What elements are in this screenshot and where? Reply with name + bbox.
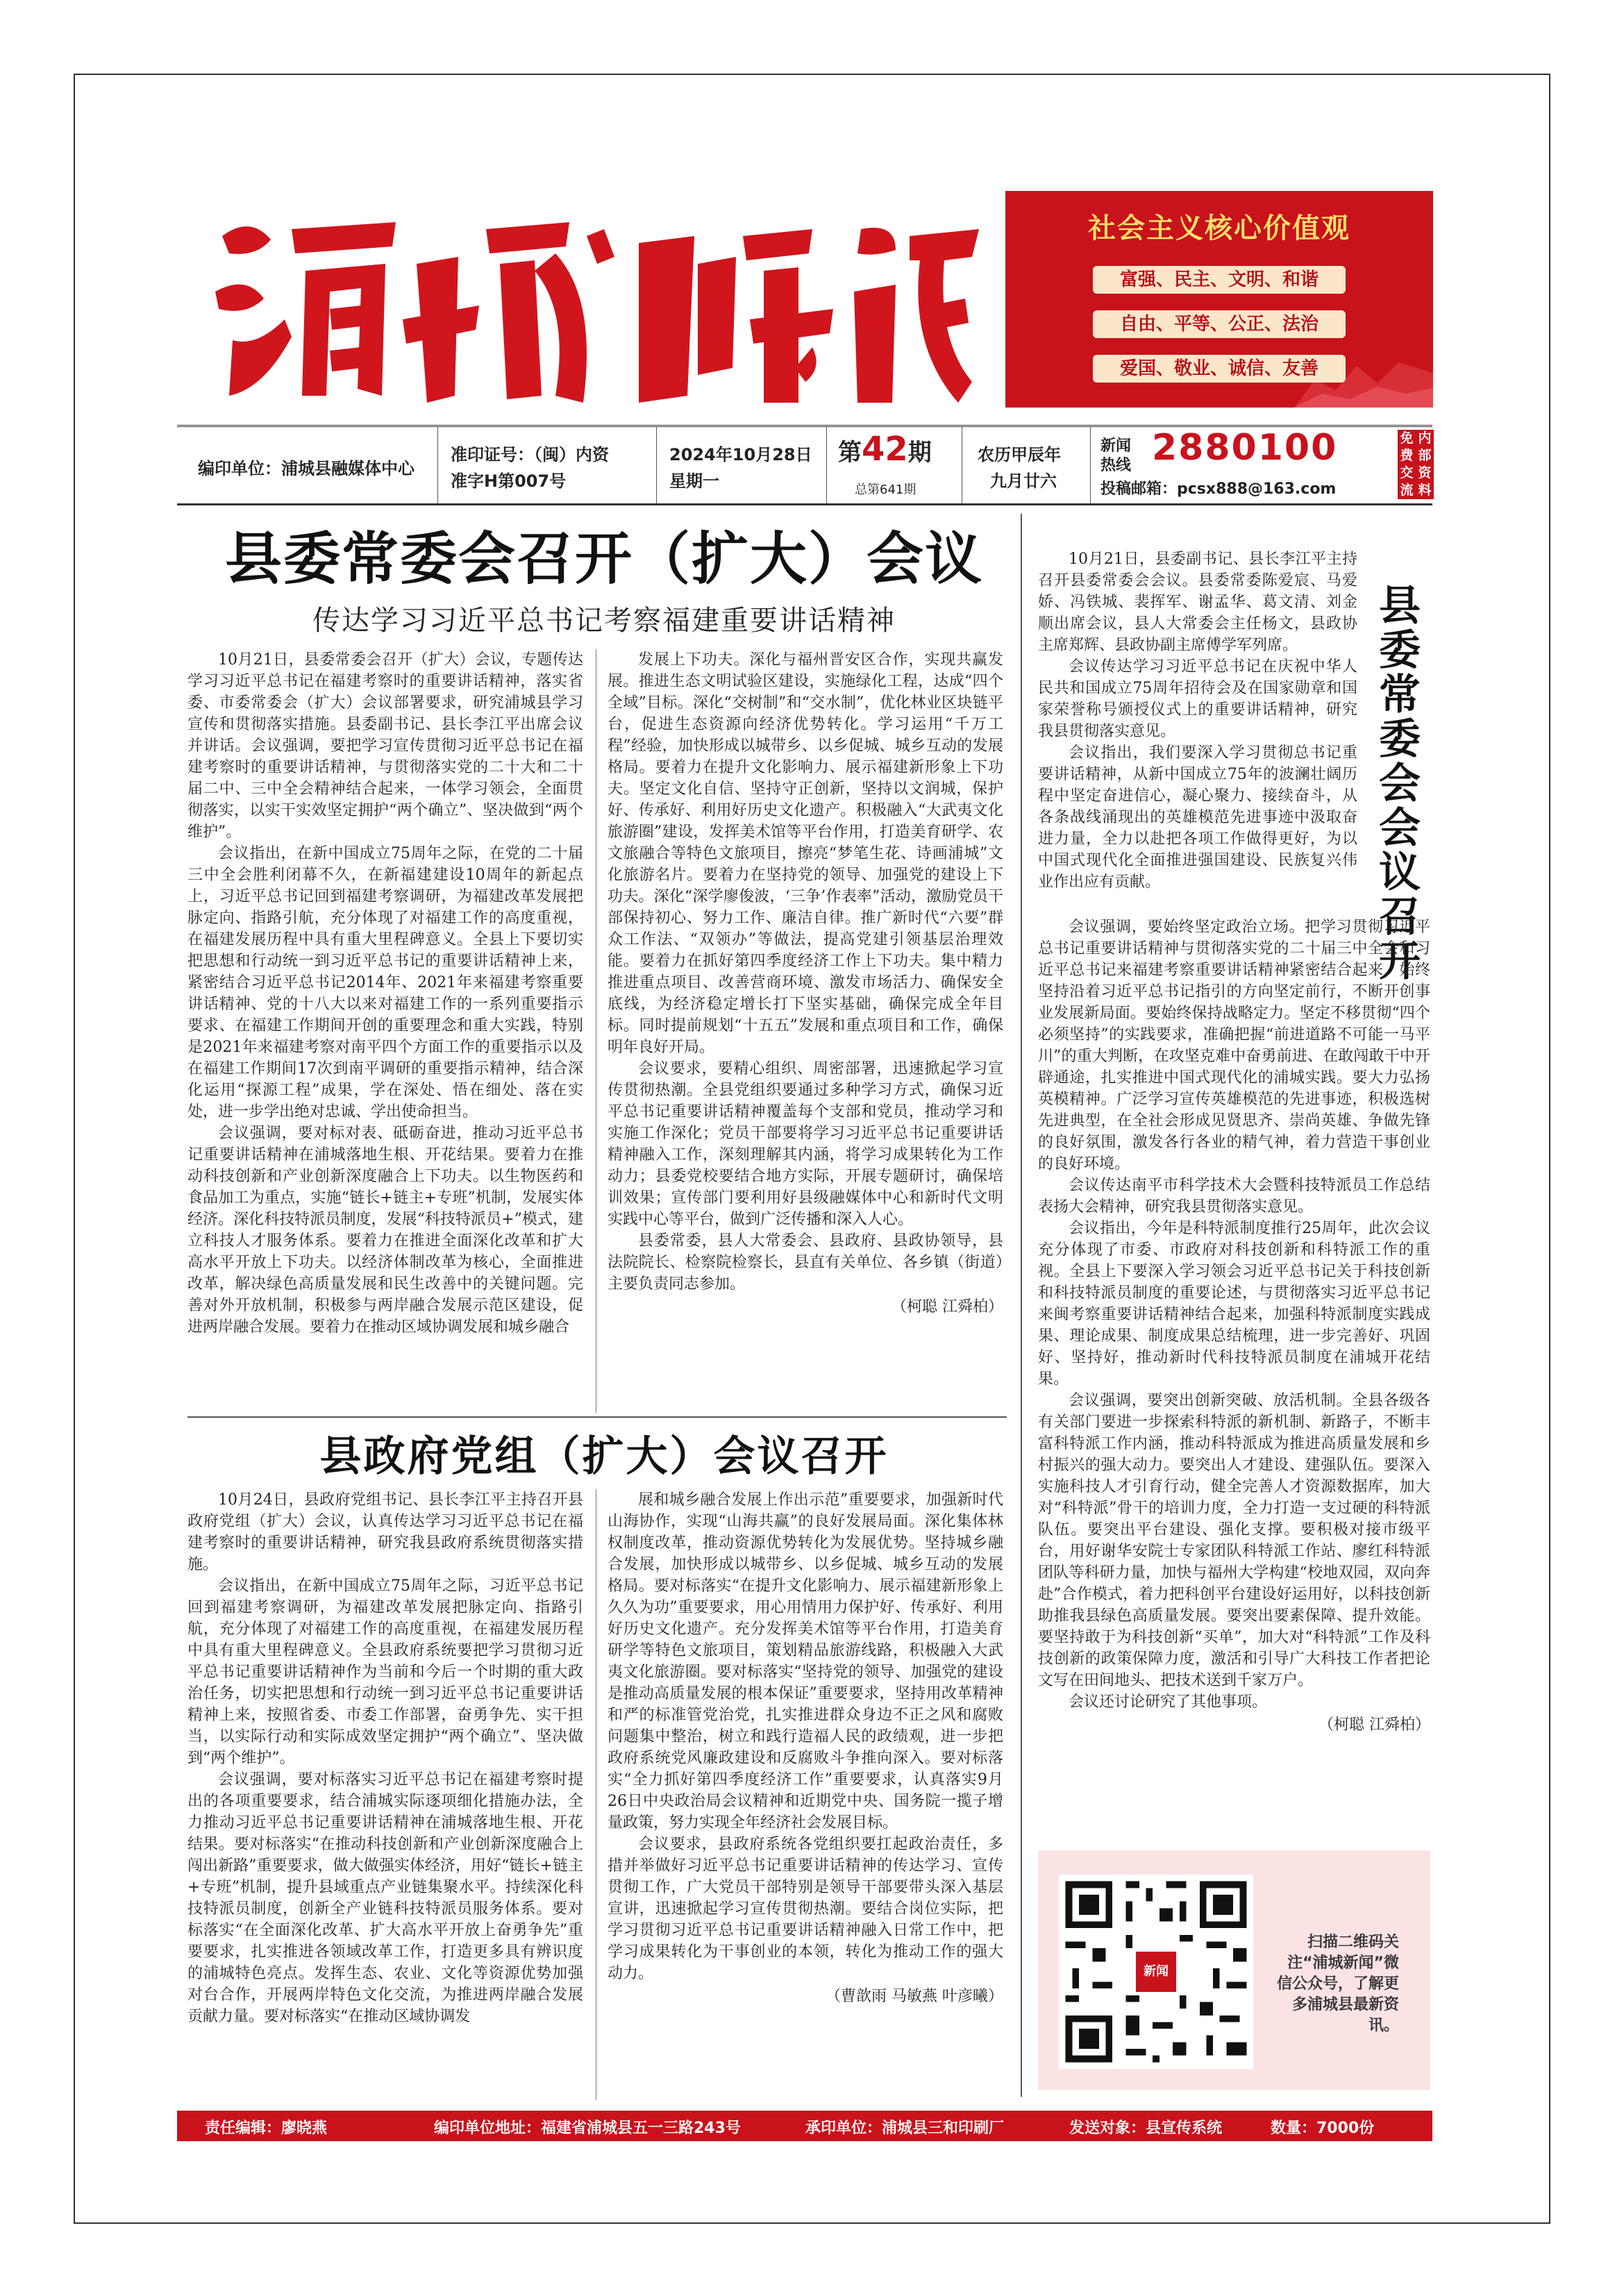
- permit-line-2: 准字H第007号: [451, 471, 567, 491]
- article3-column-top: [1038, 548, 1357, 893]
- core-values-row-3: 爱国、敬业、诚信、友善: [1093, 355, 1346, 383]
- issue-number-cell: [826, 427, 958, 503]
- issue-date: 2024年10月28日: [669, 445, 812, 464]
- article1-column-1: [187, 649, 583, 1338]
- article1-paragraph: 县委常委，县人大常委会、县政府、县政协领导，县法院院长、检察院检察长，县直有关单位、各乡镇（街道）主要负责同志参加。: [608, 1232, 1003, 1293]
- article1-headline: 县委常委会召开（扩大）会议: [224, 526, 983, 592]
- lunar-line-2: 九月廿六: [990, 471, 1057, 491]
- footer-quantity: 数量：7000份: [1271, 2120, 1375, 2137]
- footer-bar: [177, 2111, 1432, 2141]
- lunar-line-1: 农历甲辰年: [978, 445, 1061, 464]
- core-values-row-1: 富强、民主、文明、和谐: [1093, 266, 1346, 294]
- article1-paragraph: 会议指出，在新中国成立75周年之际，在党的二十届三中全会胜利闭幕不久，在新福建建设10周年的新起点上，习近平总书记回到福建考察调研，为福建改革发展把脉定向、指路引航，充分体现了对福建工作的高度重视，在福建发展历程中具有重大里程碑意义。全县上下要切实把思想和行动统一到习近平总书记的重要讲话精神上来，紧密结合习近平总书记2014年、2021年来福建考察重要讲话精神、党的十八大以来对福建工作的一系列重要指示要求、在福建工作期间开创的重要理念和重大实践，特别是2021年来福建考察对南平四个方面工作的重要指示以及在福建工作期间17次到南平调研的重要指示精神，结合深化运用“探源工程”成果，学在深处、悟在细处、落在实处，进一步学出绝对忠诚、学出使命担当。: [187, 845, 583, 1121]
- issue-number: [838, 430, 932, 469]
- editor-unit-cell: [177, 427, 427, 503]
- masthead-title-calligraphy: [208, 187, 986, 417]
- issue-total: 总第641期: [855, 483, 916, 497]
- submission-email: 投稿邮箱：pcsx888@163.com: [1100, 480, 1337, 498]
- issue-info-bar: [177, 425, 1432, 505]
- section-divider: [187, 1416, 1007, 1418]
- article2-column-1: [187, 1489, 583, 2027]
- article3-column-bottom: [1038, 916, 1430, 1736]
- article1-paragraph: 会议要求，要精心组织、周密部署，迅速掀起学习宣传贯彻热潮。全县党组织要通过多种学习方式，确保习近平总书记重要讲话精神覆盖每个支部和党员，推动学习和实施工作深化；党员干部要将学习习近平总书记重要讲话精神融入工作，深刻理解其内涵，将学习成果转化为工作动力；县委党校要结合地方实际，开展专题研讨，确保培训效果；宣传部门要利用好县级融媒体中心和新时代文明实践中心等平台，做到广泛传播和深入人心。: [608, 1060, 1003, 1228]
- footer-editor: 责任编辑：廖晓燕: [205, 2120, 328, 2137]
- article3-paragraph: 会议还讨论研究了其他事项。: [1069, 1693, 1268, 1711]
- permit-cell: [437, 427, 656, 503]
- core-values-row-2: 自由、平等、公正、法治: [1093, 310, 1346, 338]
- article2-headline: 县政府党组（扩大）会议召开: [319, 1432, 889, 1481]
- article3-paragraph: 10月21日，县委副书记、县长李江平主持召开县委常委会会议。县委常委陈爱宸、马爱娇、冯铁城、裴挥军、谢孟华、葛文清、刘金顺出席会议，县人大常委会主任杨文，县政协主席郑辉、县政协副主席傅学军列席。: [1038, 551, 1357, 654]
- article2-paragraph: 会议指出，在新中国成立75周年之际，习近平总书记回到福建考察调研，为福建改革发展把脉定向、指路引航，充分体现了对福建工作的高度重视，在福建发展历程中具有重大里程碑意义。全县政府系统要把学习贯彻习近平总书记重要讲话精神作为当前和今后一个时期的重大政治任务，切实把思想和行动统一到习近平总书记重要讲话精神上来，按照省委、市委工作部署，奋勇争先、实干担当，以实际行动和实际成效坚定拥护“两个确立”、坚决做到“两个维护”。: [187, 1577, 583, 1767]
- free-exchange-tag: 免费交流: [1398, 430, 1416, 499]
- hotline-label-1: 新闻: [1100, 437, 1132, 455]
- article2-column-2: [608, 1489, 1003, 2007]
- article3-paragraph: 会议传达学习习近平总书记在庆祝中华人民共和国成立75周年招待会及在国家勋章和国家荣誉称号颁授仪式上的重要讲话精神，研究我县贯彻落实意见。: [1038, 658, 1357, 740]
- article1-byline: （柯聪 江舜柏）: [891, 1298, 1003, 1316]
- article1-subhead: 传达学习习近平总书记考察福建重要讲话精神: [312, 605, 896, 637]
- date-cell: [656, 427, 823, 503]
- article2-paragraph: 会议强调，要对标落实习近平总书记在福建考察时提出的各项重要要求，结合浦城实际逐项细化措施办法，全力推动习近平总书记重要讲话精神在浦城落地生根、开花结果。要对标落实“在推动科技创新和产业创新深度融合上闯出新路”重要要求，做大做强实体经济，用好“链长+链主+专班”机制，提升县域重点产业链集聚水平。持续深化科技特派员制度，创新全产业链科技特派员服务体系。要对标落实“在全面深化改革、扩大高水平开放上奋勇争先”重要要求，扎实推进各领域改革工作，打造更多具有辨识度的浦城特色亮点。发挥生态、农业、文化等资源优势加强对台合作，开展两岸特色文化交流，为推进两岸融合发展贡献力量。要对标落实“在推动区域协调发: [187, 1771, 583, 2025]
- qr-caption: 扫描二维码关注“浦城新闻”微信公众号，了解更多浦城县最新资讯。: [1276, 1934, 1399, 2034]
- footer-target: 发送对象：县宣传系统: [1069, 2120, 1223, 2137]
- permit-line-1: 准印证号：（闽）内资: [451, 445, 609, 464]
- article1-paragraph: 10月21日，县委常委会召开（扩大）会议，专题传达学习习近平总书记在福建考察时的重要讲话精神，落实省委、市委常委会（扩大）会议部署要求，研究浦城县学习宣传和贯彻落实措施。县委副书记、县长李江平出席会议并讲话。会议强调，要把学习宣传贯彻习近平总书记在福建考察时的重要讲话精神，与贯彻落实党的二十大和二十届二中、三中全会精神结合起来，一体学习领会，全面贯彻落实，以实干实效坚定拥护“两个确立”、坚决做到“两个维护”。: [187, 651, 583, 841]
- lunar-date-cell: [962, 427, 1087, 503]
- article3-paragraph: 会议传达南平市科学技术大会暨科技特派员工作总结表扬大会精神，研究我县贯彻落实意见。: [1038, 1177, 1430, 1216]
- core-values-title: 社会主义核心价值观: [1088, 212, 1350, 244]
- hotline-cell: [1090, 427, 1396, 503]
- issue-suffix: 期: [907, 439, 932, 467]
- article2-paragraph: 展和城乡融合发展上作出示范”重要要求，加强新时代山海协作，实现“山海共赢”的良好发展局面。深化集体林权制度改革，推动资源优势转化为发展优势。坚持城乡融合发展，加快形成以城带乡、以乡促城、城乡互动的发展格局。要对标落实“在提升文化影响力、展示福建新形象上久久为功”重要要求，用心用情用力保护好、传承好、利用好历史文化遗产。充分发挥美术馆等平台作用，打造美育研学等特色文旅项目，策划精品旅游线路，积极融入大武夷文化旅游圈。要对标落实“坚持党的领导、加强党的建设是推动高质量发展的根本保证”重要要求，坚持用改革精神和严的标准管党治党，扎实推进群众身边不正之风和腐败问题集中整治，树立和践行造福人民的政绩观，进一步把政府系统党风廉政建设和反腐败斗争推向深入。要对标落实“全力抓好第四季度经济工作”重要要求，认真落实9月26日中央政治局会议精神和近期党中央、国务院一揽子增量政策，努力实现全年经济社会发展目标。: [608, 1491, 1003, 1832]
- qr-logo-text: 新闻: [1144, 1964, 1169, 1979]
- masthead: [208, 187, 986, 417]
- core-values-panel: [1005, 191, 1433, 408]
- article3-vertical-headline: 县委常委会会议召开: [1372, 583, 1421, 983]
- qr-code[interactable]: [1059, 1875, 1253, 2069]
- qr-code-panel: [1038, 1850, 1430, 2090]
- article3-paragraph: 会议强调，要始终坚定政治立场。把学习贯彻习近平总书记重要讲话精神与贯彻落实党的二十届三中全会和习近平总书记来福建考察重要讲话精神紧密结合起来，始终坚持沿着习近平总书记指引的方向坚定前行，不断开创事业发展新局面。要始终保持战略定力。坚定不移贯彻“四个必须坚持”的实践要求，准确把握“前进道路不可能一马平川”的重大判断，在攻坚克难中奋勇前进、在敢闯敢干中开辟通途，扎实推进中国式现代化的浦城实践。要大力弘扬英模精神。广泛学习宣传英雄模范的先进事迹，积极选树先进典型，在全社会形成见贤思齐、崇尚英雄、争做先锋的良好氛围，激发各行各业的精气神，着力营造干事创业的良好环境。: [1038, 919, 1430, 1173]
- hotline-label-2: 热线: [1100, 457, 1132, 474]
- article2-paragraph: 10月24日，县政府党组书记、县长李江平主持召开县政府党组（扩大）会议，认真传达学习习近平总书记在福建考察时的重要讲话精神，研究我县政府系统贯彻落实措施。: [187, 1491, 583, 1573]
- editor-unit: 编印单位：浦城县融媒体中心: [198, 459, 415, 478]
- article2-paragraph: 会议要求，县政府系统各党组织要扛起政治责任，多措并举做好习近平总书记重要讲话精神的传达学习、宣传贯彻工作，广大党员干部特别是领导干部要带头深入基层宣讲，迅速掀起学习宣传贯彻热潮。要结合岗位实际，把学习贯彻习近平总书记重要讲话精神融入日常工作中，把学习成果转化为干事创业的本领，转化为推动工作的强大动力。: [608, 1836, 1003, 1982]
- article1-paragraph: 发展上下功夫。深化与福州晋安区合作，实现共赢发展。推进生态文明试验区建设，实施绿化工程，达成“四个全域”目标。深化“交树制”和“交水制”，优化林业区块链平台，促进生态资源向经济优势转化。学习运用“千万工程”经验，加快形成以城带乡、以乡促城、城乡互动的发展格局。要着力在提升文化影响力、展示福建新形象上下功夫。坚定文化自信、坚持守正创新，坚持以文润城，保护好、传承好、利用好历史文化遗产。积极融入“大武夷文化旅游圈”建设，发挥美术馆等平台作用，打造美育研学、农文旅融合等特色文旅项目，擦亮“梦笔生花、诗画浦城”文化旅游名片。要着力在坚持党的领导、加强党的建设上下功夫。深化“深学廖俊波，‘三争’作表率”活动，激励党员干部保持初心、努力工作、廉洁自律。推广新时代“六要”群众工作法、“双领办”等做法，提高党建引领基层治理效能。要着力在抓好第四季度经济工作上下功夫。集中精力推进重点项目、改善营商环境、激发市场活力、确保安全底线，为经济稳定增长打下坚实基础，确保完成全年目标。同时提前规划“十五五”发展和重点项目和工作，确保明年良好开局。: [608, 651, 1003, 1056]
- issue-number-value: 42: [862, 430, 908, 469]
- internal-material-tag: 内部资料: [1416, 430, 1434, 499]
- article3-paragraph: 会议指出，今年是科特派制度推行25周年，此次会议充分体现了市委、市政府对科技创新和科特派工作的重视。全县上下要深入学习领会习近平总书记关于科技创新和科技特派员制度的重要论述，与贯彻落实习近平总书记来闽考察重要讲话精神结合起来，加强科特派制度实践成果、理论成果、制度成果总结梳理，进一步完善好、巩固好、坚持好，推动新时代科技特派员制度在浦城开花结果。: [1038, 1220, 1430, 1388]
- article3-paragraph: 会议指出，我们要深入学习贯彻总书记重要讲话精神，从新中国成立75年的波澜壮阔历程中坚定奋进信心，凝心聚力、接续奋斗，从各条战线涌现出的英雄模范先进事迹中汲取奋进力量，全力以赴把各项工作做得更好，为以中国式现代化全面推进强国建设、民族复兴伟业作出应有贡献。: [1038, 744, 1357, 891]
- footer-address: 编印单位地址：福建省浦城县五一三路243号: [434, 2120, 741, 2137]
- article1-paragraph: 会议强调，要对标对表、砥砺奋进，推动习近平总书记重要讲话精神在浦城落地生根、开花结果。要着力在推动科技创新和产业创新深度融合上下功夫。以生物医药和食品加工为重点，实施“链长+链主+专班”机制，发展实体经济。深化科技特派员制度，发展“科技特派员+”模式，建立科技人才服务体系。要着力在推进全面深化改革和扩大高水平开放上下功夫。以经济体制改革为核心，全面推进改革，解决绿色高质量发展和民生改善中的关键问题。完善对外开放机制，积极参与两岸融合发展示范区建设，促进两岸融合发展。要着力在推动区域协调发展和城乡融合: [187, 1125, 583, 1336]
- article3-byline: （柯聪 江舜柏）: [1319, 1716, 1430, 1734]
- footer-printer: 承印单位：浦城县三和印刷厂: [805, 2120, 1005, 2137]
- article3-paragraph: 会议强调，要突出创新突破、放活机制。全县各级各有关部门要进一步探索科特派的新机制、新路子，不断丰富科特派工作内涵，推动科特派成为推进高质量发展和乡村振兴的强大动力。要突出人才建设、建强队伍。要深入实施科技人才引育行动，健全完善人才资源数据库，加大对“科特派”骨干的培训力度，全力打造一支过硬的科特派队伍。要突出平台建设、强化支撑。要积极对接市级平台，用好谢华安院士专家团队科特派工作站、廖红科特派团队等科研力量，加快与福州大学构建“校地双园，双向奔赴”合作模式，着力把科创平台建设好运用好，以科技创新助推我县绿色高质量发展。要突出要素保障、提升效能。要坚持敢于为科技创新“买单”，加大对“科特派”工作及科技创新的政策保障力度，激活和引导广大科技工作者把论文写在田间地头、把技术送到千家万户。: [1038, 1392, 1430, 1689]
- issue-prefix: 第: [838, 439, 862, 467]
- right-section-divider: [1021, 514, 1022, 2097]
- issue-weekday: 星期一: [669, 471, 719, 491]
- article2-byline: （曹歆雨 马敏燕 叶彦曦）: [826, 1988, 1003, 2005]
- article1-column-2: [608, 649, 1003, 1318]
- hotline-number: 2880100: [1152, 427, 1338, 469]
